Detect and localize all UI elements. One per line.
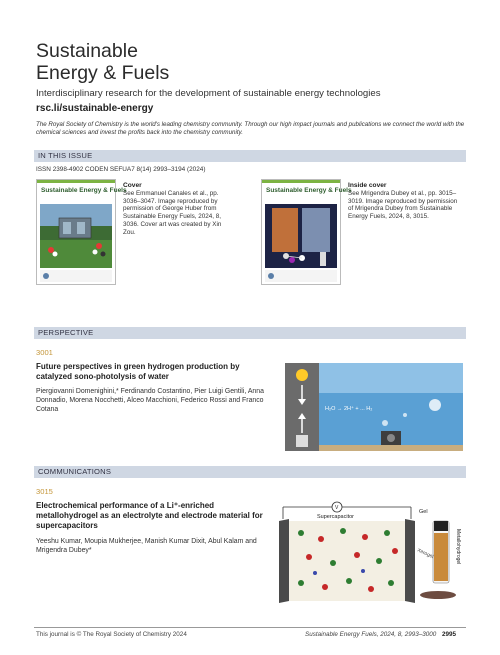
inside-cover-thumb-title: Sustainable Energy & Fuels [266, 187, 352, 194]
inside-cover-label: Inside cover [348, 182, 387, 189]
section-bar-perspective [34, 327, 466, 339]
article-authors: Yeeshu Kumar, Moupia Mukherjee, Manish Kumar Dixit, Abul Kalam and Mrigendra Dubey* [36, 538, 257, 554]
article-authors: Piergiovanni Domenighini,* Ferdinando Costantino, Pier Luigi Gentili, Anna Donnadio, Morena Nocchetti, Alceo Macchioni, Federico Rossi and Franco Cotana [36, 388, 264, 413]
cover-image [37, 180, 127, 284]
article-number[interactable]: 3015 [36, 487, 53, 496]
section-bar-communications [34, 466, 466, 478]
journal-title [36, 40, 169, 84]
rsc-blurb: The Royal Society of Chemistry is the world's leading chemistry community. Through our high impact journals and publications we connect the world with the chemical sciences and invest the profits back into the chemistry community. [36, 121, 465, 136]
metallohydrogel-label: Metallohydrogel [455, 529, 461, 565]
section-header: IN THIS ISSUE [38, 151, 93, 160]
equation-label: H₂O → 2H⁺ + ... H₂ [325, 406, 373, 412]
cover-description: See Emmanuel Canales et al., pp. 3036–3047. Image reproduced by permission of George Huber from Sustainable Energy Fuels, 2024, 8, 3036. Cover art was created by Xin Zou. [123, 189, 222, 236]
cover-thumb-title: Sustainable Energy & Fuels [41, 187, 127, 194]
voltage-label: V [335, 505, 339, 511]
article-title[interactable]: Electrochemical performance of a Li⁺-enriched metallohydrogel as an electrolyte and electrode material for supercapacitors [36, 501, 263, 530]
journal-subtitle: Interdisciplinary research for the development of sustainable energy technologies [36, 88, 381, 99]
issn-line: ISSN 2398-4902 CODEN SEFUA7 8(14) 2993–3194 (2024) [36, 166, 206, 173]
xerogel-label: Xerogel [416, 547, 435, 561]
section-bar-in-this-issue [34, 150, 466, 162]
cover-caption [123, 182, 231, 237]
footer-copyright: This journal is © The Royal Society of Chemistry 2024 [36, 631, 187, 638]
journal-title-line2: Energy & Fuels [36, 62, 170, 84]
perspective-graphical-abstract[interactable] [285, 363, 463, 451]
supercapacitor-label: Supercapacitor [317, 514, 354, 520]
inside-cover-description: See Mrigendra Dubey et al., pp. 3015–3019. Image reproduced by permission of Mrigendra Dubey from Sustainable Energy Fuels, 2024, 8, 3015. [348, 189, 458, 221]
article-number[interactable]: 3001 [36, 348, 53, 357]
footer-citation: Sustainable Energy Fuels, 2024, 8, 2993–3000 [305, 631, 437, 638]
article-title[interactable]: Future perspectives in green hydrogen production by catalyzed sono-photolysis of water [36, 362, 240, 381]
section-header: PERSPECTIVE [38, 328, 94, 337]
cover-label: Cover [123, 182, 142, 189]
page-number: 2995 [442, 631, 457, 638]
inside-cover-caption [348, 182, 458, 221]
section-header: COMMUNICATIONS [38, 467, 112, 476]
cover-thumbnail[interactable] [36, 179, 127, 285]
footer-rule [34, 627, 466, 628]
communications-graphical-abstract[interactable] [273, 499, 463, 605]
inside-cover-thumbnail[interactable] [261, 179, 352, 285]
gel-label: Gel [419, 509, 428, 515]
journal-url-link[interactable]: rsc.li/sustainable-energy [36, 103, 154, 114]
journal-title-line1: Sustainable [36, 40, 138, 62]
inside-cover-image [262, 180, 352, 284]
